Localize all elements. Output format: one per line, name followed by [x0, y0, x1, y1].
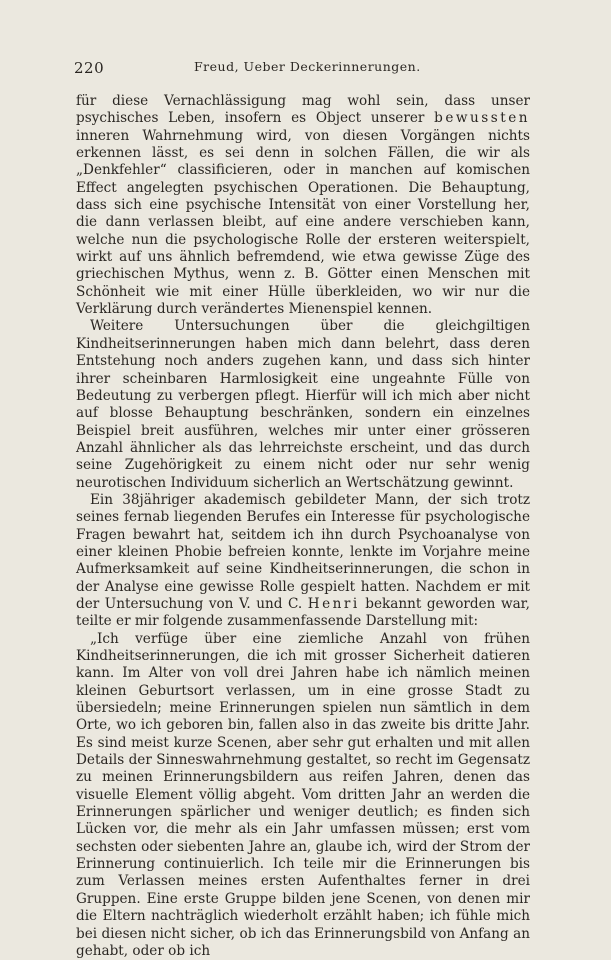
- spaced-word: Henri: [307, 595, 360, 612]
- page-header: [74, 59, 536, 79]
- running-head: Freud, Ueber Deckerinnerungen.: [194, 59, 421, 74]
- paragraph: für diese Vernachlässigung mag wohl sein, dass unser psychisches Leben, insofern es Object unserer bewussten inneren Wahrnehmung wird, von diesen Vorgängen nichts erkennen lässt, es sei denn in solchen Fällen, die wir als „Denkfehler“ classificieren, oder in manchen auf komischen Effect angelegten psychischen Operationen. Die Behauptung, dass sich eine psychische Intensität von einer Vorstellung her, die dann verlassen bleibt, auf eine andere verschieben kann, welche nun die psychologische Rolle der ersteren weiterspielt, wirkt auf uns ähnlich befremdend, wie etwa gewisse Züge des griechischen Mythus, wenn z. B. Götter einen Menschen mit Schönheit wie mit einer Hülle überkleiden, wo wir nur die Verklärung durch verändertes Mienenspiel kennen.: [76, 93, 530, 318]
- paragraph: „Ich verfüge über eine ziemliche Anzahl von frühen Kindheitserinnerungen, die ich mit grosser Sicherheit datieren kann. Im Alter von voll drei Jahren habe ich nämlich meinen kleinen Geburtsort verlassen, um in eine grosse Stadt zu übersiedeln; meine Erinnerungen spielen nun sämtlich in dem Orte, wo ich geboren bin, fallen also in das zweite bis dritte Jahr. Es sind meist kurze Scenen, aber sehr gut erhalten und mit allen Details der Sinneswahrnehmung gestaltet, so recht im Gegensatz zu meinen Erinnerungsbildern aus reifen Jahren, denen das visuelle Element völlig abgeht. Vom dritten Jahr an werden die Erinnerungen spärlicher und weniger deutlich; es finden sich Lücken vor, die mehr als ein Jahr umfassen müssen; erst vom sechsten oder siebenten Jahre an, glaube ich, wird der Strom der Erinnerung continuierlich. Ich teile mir die Erinnerungen bis zum Verlassen meines ersten Aufenthaltes ferner in drei Gruppen. Eine erste Gruppe bilden jene Scenen, von denen mir die Eltern nachträglich wiederholt erzählt haben; ich fühle mich bei diesen nicht sicher, ob ich das Erinnerungsbild von Anfang an gehabt, oder ob ich: [76, 630, 530, 959]
- spaced-word: bewussten: [434, 110, 530, 127]
- body-text: [76, 93, 530, 960]
- page-number: 220: [74, 59, 105, 77]
- paragraph: Weitere Untersuchungen über die gleichgiltigen Kindheitserinnerungen haben mich dann belehrt, dass deren Entstehung noch anders zugehen kann, und dass sich hinter ihrer scheinbaren Harmlosigkeit eine ungeahnte Fülle von Bedeutung zu verbergen pflegt. Hierfür will ich mich aber nicht auf blosse Behauptung beschränken, sondern ein einzelnes Beispiel breit ausführen, welches mir unter einer grösseren Anzahl ähnlicher als das lehrreichste erscheint, und das durch seine Zugehörigkeit zu einem nicht oder nur sehr wenig neurotischen Individuum sicherlich an Wertschätzung gewinnt.: [76, 318, 530, 491]
- paragraph: Ein 38jähriger akademisch gebildeter Mann, der sich trotz seines fernab liegenden Berufes ein Interesse für psychologische Fragen bewahrt hat, seitdem ich ihn durch Psychoanalyse von einer kleinen Phobie befreien konnte, lenkte im Vorjahre meine Aufmerksamkeit auf seine Kindheitserinnerungen, die schon in der Analyse eine gewisse Rolle gespielt hatten. Nachdem er mit der Untersuchung von V. und C. Henri bekannt geworden war, teilte er mir folgende zusammenfassende Darstellung mit:: [76, 491, 531, 630]
